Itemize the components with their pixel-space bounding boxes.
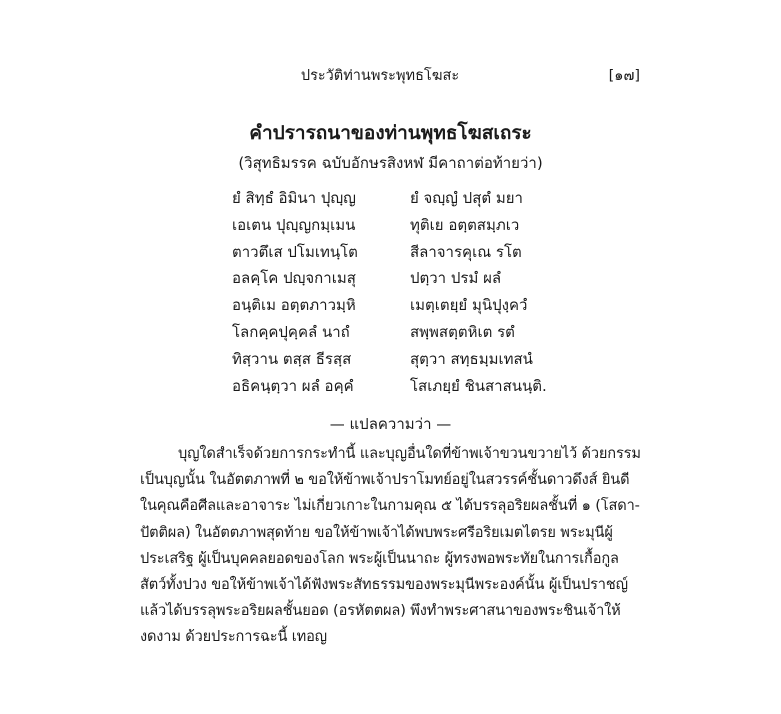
paragraph-line: สัตว์ทั้งปวง ขอให้ข้าพเจ้าได้ฟังพระสัทธรรมของพระมุนีพระองค์นั้น ผู้เป็นปราชญ์: [140, 575, 628, 593]
paragraph-line: เป็นบุญนั้น ในอัตตภาพที่ ๒ ขอให้ข้าพเจ้าปราโมทย์อยู่ในสวรรค์ชั้นดาวดึงส์ ยินดี: [140, 471, 630, 489]
verse-second-half: สพฺพสตฺตหิเต รตํ: [410, 322, 515, 341]
verse-second-half: ทุติเย อตฺตสมฺภเว: [410, 215, 520, 234]
verse-first-half: โลกคฺคปุคฺคลํ นาถํ: [232, 322, 350, 341]
verse-line: [232, 266, 552, 293]
paragraph-line: ประเสริฐ ผู้เป็นบุคคลยอดของโลก พระผู้เป็นนาถะ ผู้ทรงพอพระทัยในการเกื้อกูล: [140, 549, 619, 567]
verse-second-half: สีลาจารคุเณ รโต: [410, 242, 522, 261]
verse-first-half: อธิคนฺตฺวา ผลํ อคฺคํ: [232, 376, 354, 395]
paragraph-line: แล้วได้บรรลุพระอริยผลชั้นยอด (อรหัตตผล) พึงทำพระศาสนาของพระชินเจ้าให้: [140, 602, 621, 620]
verse-line: [232, 374, 552, 401]
verse-first-half: อนฺติเม อตฺตภาวมฺหิ: [232, 296, 356, 315]
translation-paragraph: [140, 442, 640, 652]
running-title: ประวัติท่านพระพุทธโฆสะ: [300, 68, 460, 84]
paragraph-line: ในคุณคือศีลและอาจาระ ไม่เกี่ยวเกาะในกามคุณ ๕ ได้บรรลุอริยผลชั้นที่ ๑ (โสดา-: [140, 497, 640, 515]
verse-line: [232, 320, 552, 347]
verse-second-half: ยํ จญฺญํ ปสุตํ มยา: [410, 189, 523, 207]
verse-second-half: โสเภยฺยํ ชินสาสนนฺติ.: [410, 376, 547, 395]
verse-first-half: ตาวตึเส ปโมเทนฺโต: [232, 242, 358, 261]
verse-first-half: อลคฺโค ปญฺจกาเมสุ: [232, 269, 356, 288]
section-subtitle: (วิสุทธิมรรค ฉบับอักษรสิงหฬ มีคาถาต่อท้ายว่า): [238, 154, 543, 172]
section-title: คำปรารถนาของท่านพุทธโฆสเถระ: [249, 122, 532, 144]
paragraph-line: งดงาม ด้วยประการฉะนี้ เทอญ: [140, 628, 327, 646]
verse-second-half: สุตฺวา สทฺธมฺมเทสนํ: [410, 349, 533, 368]
translation-heading: — แปลความว่า —: [329, 415, 452, 433]
verse-line: [232, 213, 552, 240]
verse-first-half: ทิสฺวาน ตสฺส ธีรสฺส: [232, 349, 352, 368]
verse-line: [232, 293, 552, 320]
verse-second-half: ปตฺวา ปรมํ ผลํ: [410, 269, 502, 288]
running-header: [120, 64, 640, 84]
verse-first-half: เอเตน ปุญฺญกมฺเมน: [232, 215, 356, 234]
paragraph-line: ปัตติผล) ในอัตตภาพสุดท้าย ขอให้ข้าพเจ้าได้พบพระศรีอริยเมตไตรย พระมุนีผู้: [140, 523, 613, 541]
verse-first-half: ยํ สิทฺธํ อิมินา ปุญฺญ: [232, 189, 356, 207]
verse-block: [232, 186, 552, 400]
verse-line: [232, 240, 552, 267]
verse-second-half: เมตฺเตยฺยํ มุนิปุงฺควํ: [410, 296, 528, 315]
paragraph-line: บุญใดสำเร็จด้วยการกระทำนี้ และบุญอื่นใดที่ข้าพเจ้าขวนขวายไว้ ด้วยกรรม: [178, 445, 641, 462]
page-number: [๑๗]: [608, 68, 640, 84]
verse-line: [232, 347, 552, 374]
verse-line: [232, 186, 552, 213]
